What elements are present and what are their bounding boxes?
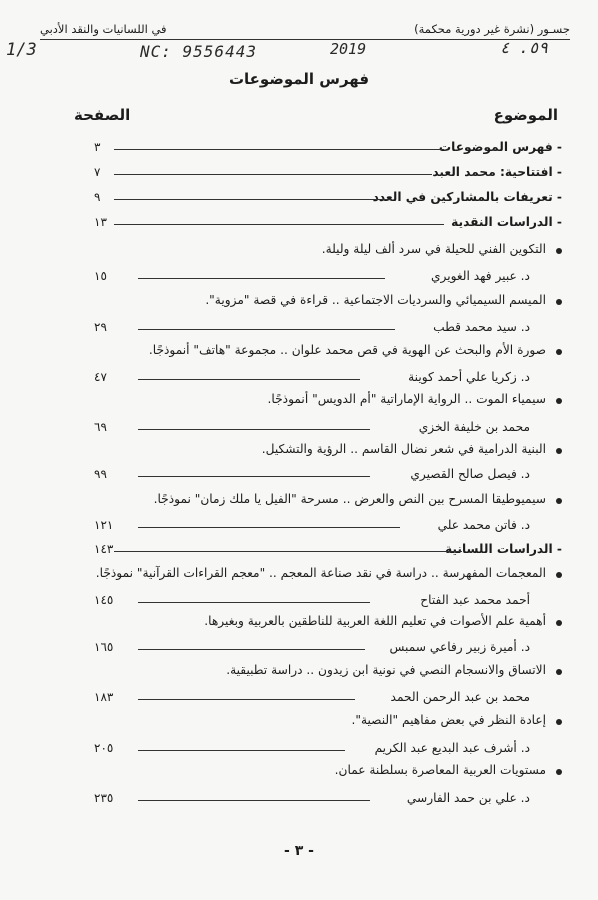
section-label: - فهرس الموضوعات (438, 140, 562, 154)
page-number: ٩٩ (94, 467, 107, 481)
toc-section (60, 539, 562, 561)
author-name: د. عبير فهد الغويري (430, 269, 530, 283)
leader-line (138, 699, 355, 700)
author-row (60, 367, 530, 389)
author-name: د. أميرة زبير رفاعي سمبس (389, 640, 530, 654)
bullet-icon (556, 769, 562, 775)
leader-line (114, 149, 444, 150)
toc-section (60, 162, 562, 184)
section-label: - تعريفات بالمشاركين في العدد (372, 190, 562, 204)
author-name: د. فيصل صالح القصيري (410, 467, 530, 481)
page-number: ١٤٣ (94, 542, 114, 556)
page-number: ٤٧ (94, 370, 107, 384)
article-title: سيميوطيقا المسرح بين النص والعرض .. مسرحة "الفيل يا ملك زمان" نموذجًا. (153, 492, 546, 506)
handwritten-page-mark: 1/3 (6, 40, 37, 60)
page-number: ١٤٥ (94, 593, 114, 607)
bullet-icon (556, 498, 562, 504)
column-header-page: الصفحة (74, 106, 131, 124)
page-number: ١٥ (94, 269, 107, 283)
page-number: ٢٣٥ (94, 791, 114, 805)
bullet-icon (556, 398, 562, 404)
toc-section (60, 212, 562, 234)
page-number: ٩ (94, 190, 101, 204)
journal-title: جسـور (نشرة غير دورية محكمة) (414, 22, 570, 36)
article-title: المعجمات المفهرسة .. دراسة في نقد صناعة المعجم .. "معجم القراءات القرآنية" نموذجًا. (95, 566, 546, 580)
bullet-icon (556, 349, 562, 355)
author-row (60, 590, 530, 612)
bullet-icon (556, 620, 562, 626)
leader-line (138, 800, 370, 801)
page-footer-number: - ٣ - (284, 843, 314, 859)
article-title: إعادة النظر في بعض مفاهيم "النصية". (351, 713, 546, 727)
leader-line (114, 199, 392, 200)
author-name: د. علي بن حمد الفارسي (406, 791, 530, 805)
toc-section (60, 137, 562, 159)
author-name: أحمد محمد عبد الفتاح (420, 593, 530, 607)
article-title: مستويات العربية المعاصرة بسلطنة عمان. (334, 763, 546, 777)
leader-line (138, 602, 370, 603)
leader-line (138, 278, 385, 279)
page-number: ٢٩ (94, 320, 107, 334)
author-name: محمد بن عبد الرحمن الحمد (390, 690, 530, 704)
article-title: التكوين الفني للحيلة في سرد ألف ليلة وليلة. (321, 242, 546, 256)
article-title: الاتساق والانسجام النصي في نونية ابن زيدون .. دراسة تطبيقية. (226, 663, 546, 677)
page-number: ٧ (94, 165, 101, 179)
author-row (60, 266, 530, 288)
author-row (60, 317, 530, 339)
leader-line (138, 750, 345, 751)
author-name: د. أشرف عبد البديع عبد الكريم (374, 741, 530, 755)
bullet-icon (556, 669, 562, 675)
page-number: ٦٩ (94, 420, 107, 434)
page-number: ١٣ (94, 215, 107, 229)
author-row (60, 738, 530, 760)
author-row (60, 687, 530, 709)
article-title: أهمية علم الأصوات في تعليم اللغة العربية للناطقين بالعربية وبغيرها. (204, 614, 546, 628)
bullet-icon (556, 448, 562, 454)
author-name: محمد بن خليفة الخزي (418, 420, 530, 434)
section-label: - الدراسات اللسانية (445, 542, 562, 556)
page-number: ١٢١ (94, 518, 114, 532)
author-row (60, 788, 530, 810)
author-name: د. سيد محمد قطب (433, 320, 530, 334)
leader-line (138, 476, 370, 477)
column-header-topic: الموضوع (493, 106, 558, 124)
bullet-icon (556, 248, 562, 254)
journal-subtitle: في اللسانيات والنقد الأدبي (40, 22, 167, 36)
handwritten-nc-number: NC: 9556443 (140, 42, 257, 61)
leader-line (138, 329, 395, 330)
author-row (60, 515, 530, 537)
page-number: ١٨٣ (94, 690, 114, 704)
article-title: البنية الدرامية في شعر نضال القاسم .. الرؤية والتشكيل. (261, 442, 546, 456)
leader-line (114, 551, 462, 552)
author-name: د. فاتن محمد علي (437, 518, 530, 532)
toc-section (60, 187, 562, 209)
bullet-icon (556, 719, 562, 725)
section-label: - الدراسات النقدية (451, 215, 562, 229)
leader-line (138, 379, 360, 380)
leader-line (138, 527, 400, 528)
bullet-icon (556, 299, 562, 305)
author-row (60, 417, 530, 439)
author-row (60, 464, 530, 486)
author-name: د. زكريا علي أحمد كوينة (408, 370, 530, 384)
page-number: ٢٠٥ (94, 741, 114, 755)
toc-title: فهرس الموضوعات (228, 70, 370, 88)
page-number: ٣ (94, 140, 101, 154)
article-title: صورة الأم والبحث عن الهوية في قص محمد علوان .. مجموعة "هاتف" أنموذجًا. (148, 343, 546, 357)
handwritten-year: 2019 (330, 40, 367, 58)
handwritten-code: ٥٩. ٤ (500, 38, 549, 57)
page-number: ١٦٥ (94, 640, 114, 654)
author-row (60, 637, 530, 659)
leader-line (114, 224, 444, 225)
section-label: - افتتاحية: محمد العبد (432, 165, 562, 179)
leader-line (114, 174, 432, 175)
leader-line (138, 649, 365, 650)
bullet-icon (556, 572, 562, 578)
article-title: الميسم السيميائي والسرديات الاجتماعية .. قراءة في قصة "مزوية". (205, 293, 546, 307)
article-title: سيمياء الموت .. الرواية الإماراتية "أم الدويس" أنموذجًا. (267, 392, 546, 406)
leader-line (138, 429, 370, 430)
